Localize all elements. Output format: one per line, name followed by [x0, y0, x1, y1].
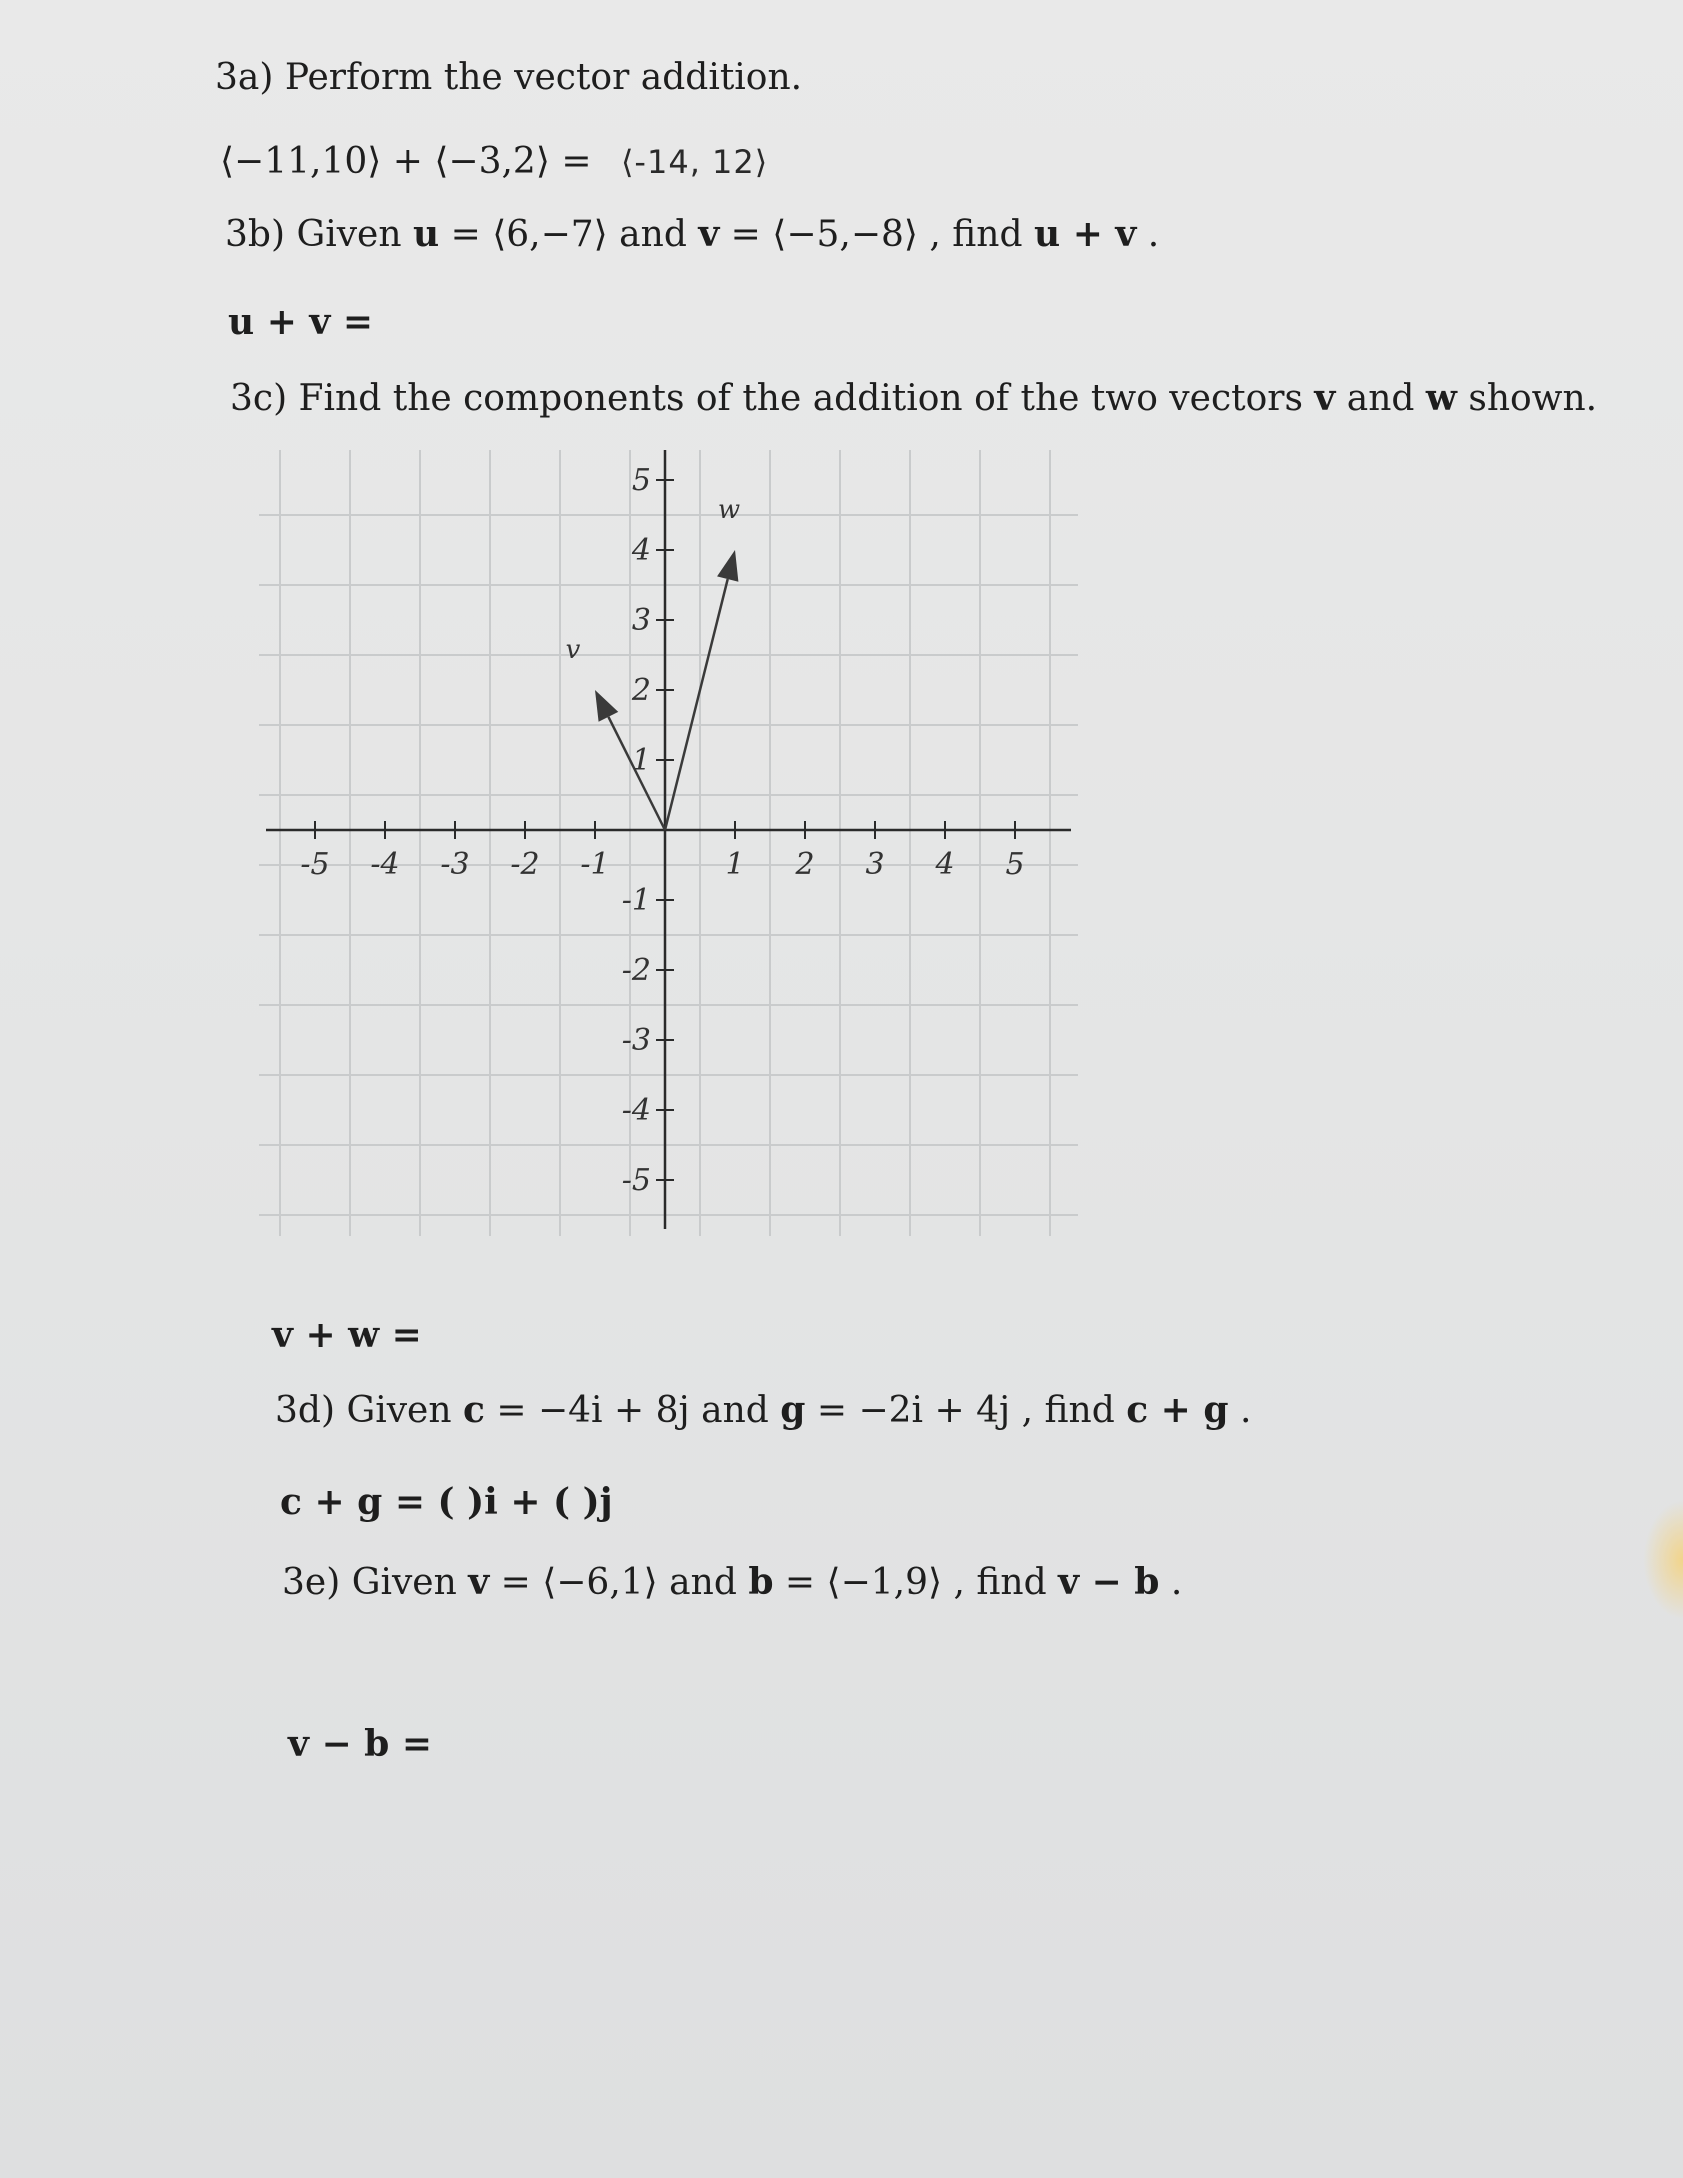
problem-3e-target: v − b	[1058, 1561, 1160, 1603]
y-tick-label: -3	[621, 1023, 651, 1058]
light-glare	[1643, 1500, 1683, 1620]
vector-c-value: = −4i + 8j and	[484, 1390, 781, 1431]
problem-3e-prompt	[282, 1560, 1182, 1605]
vector-u-value: = ⟨6,−7⟩ and	[439, 214, 699, 255]
y-tick-label: -4	[621, 1093, 651, 1128]
problem-3d-target: c + g	[1126, 1389, 1229, 1431]
graph-vectors	[566, 495, 740, 830]
x-tick-label: 1	[725, 847, 745, 882]
problem-3c-prompt	[230, 376, 1597, 421]
x-tick-label: 4	[935, 847, 955, 882]
vector-u-name: u	[412, 213, 440, 255]
vector-b-name: b	[748, 1561, 774, 1603]
graph-axes	[266, 450, 1071, 1229]
problem-3b-target: u + v	[1033, 213, 1137, 255]
problem-3e-end: .	[1159, 1562, 1183, 1603]
y-tick-label: 5	[631, 463, 651, 498]
y-tick-label: -5	[621, 1163, 651, 1198]
x-tick-label: -4	[370, 847, 400, 882]
problem-3c-answer-line: v + w =	[272, 1314, 422, 1356]
y-tick-label: -1	[621, 883, 651, 918]
problem-3a-equation: ⟨−11,10⟩ + ⟨−3,2⟩ =	[220, 141, 592, 182]
problem-3b-prefix: 3b) Given	[225, 214, 413, 255]
problem-3d-answer-line: c + g = ( )i + ( )j	[280, 1481, 613, 1523]
problem-3b-prompt	[225, 212, 1159, 257]
vector-v-arrowhead	[595, 690, 618, 722]
graph-grid	[259, 450, 1078, 1236]
y-tick-label: 3	[631, 603, 651, 638]
vector-w-shaft	[665, 579, 728, 830]
vector-v-label: v	[565, 635, 581, 665]
x-tick-label: -1	[580, 847, 610, 882]
problem-3e-prefix: 3e) Given	[282, 1562, 469, 1603]
problem-3c-v-name: v	[1314, 377, 1336, 419]
x-tick-label: -3	[440, 847, 470, 882]
vector-v-value: = ⟨−5,−8⟩ , find	[719, 214, 1034, 255]
problem-3a-handwritten-answer: ⟨-14, 12⟩	[620, 143, 769, 181]
vector-w-label: w	[717, 495, 741, 525]
vector-v-name: v	[698, 213, 720, 255]
vector-b-value: = ⟨−1,9⟩ , find	[773, 1562, 1059, 1603]
y-tick-label: 1	[631, 743, 651, 778]
vector-g-value: = −2i + 4j , find	[805, 1390, 1127, 1431]
y-tick-label: 4	[631, 533, 651, 568]
vector-graph	[235, 450, 1095, 1250]
vector-w-arrowhead	[717, 550, 738, 582]
x-tick-label: -5	[300, 847, 330, 882]
problem-3c-prefix: 3c) Find the components of the addition of the two vectors	[230, 378, 1315, 419]
vector-v2-value: = ⟨−6,1⟩ and	[489, 1562, 749, 1603]
problem-3c-suffix: shown.	[1456, 378, 1598, 419]
problem-3a-expression	[220, 140, 768, 184]
problem-3d-prompt	[275, 1388, 1251, 1433]
vector-v2-name: v	[468, 1561, 490, 1603]
vector-v-shaft	[608, 717, 665, 830]
problem-3b-answer-line: u + v =	[228, 301, 374, 343]
problem-3d-prefix: 3d) Given	[275, 1390, 463, 1431]
vector-c-name: c	[462, 1389, 485, 1431]
x-tick-label: 3	[865, 847, 885, 882]
x-tick-label: 5	[1005, 847, 1025, 882]
problem-3e-answer-line: v − b =	[288, 1723, 433, 1765]
problem-3a-prompt: 3a) Perform the vector addition.	[215, 57, 803, 98]
x-tick-label: 2	[795, 847, 815, 882]
problem-3c-mid: and	[1335, 378, 1426, 419]
y-tick-label: 2	[631, 673, 651, 708]
problem-3d-end: .	[1228, 1390, 1252, 1431]
vector-g-name: g	[780, 1389, 806, 1431]
problem-3c-w-name: w	[1425, 377, 1457, 419]
problem-3b-end: .	[1136, 214, 1160, 255]
y-tick-label: -2	[621, 953, 651, 988]
x-tick-label: -2	[510, 847, 540, 882]
